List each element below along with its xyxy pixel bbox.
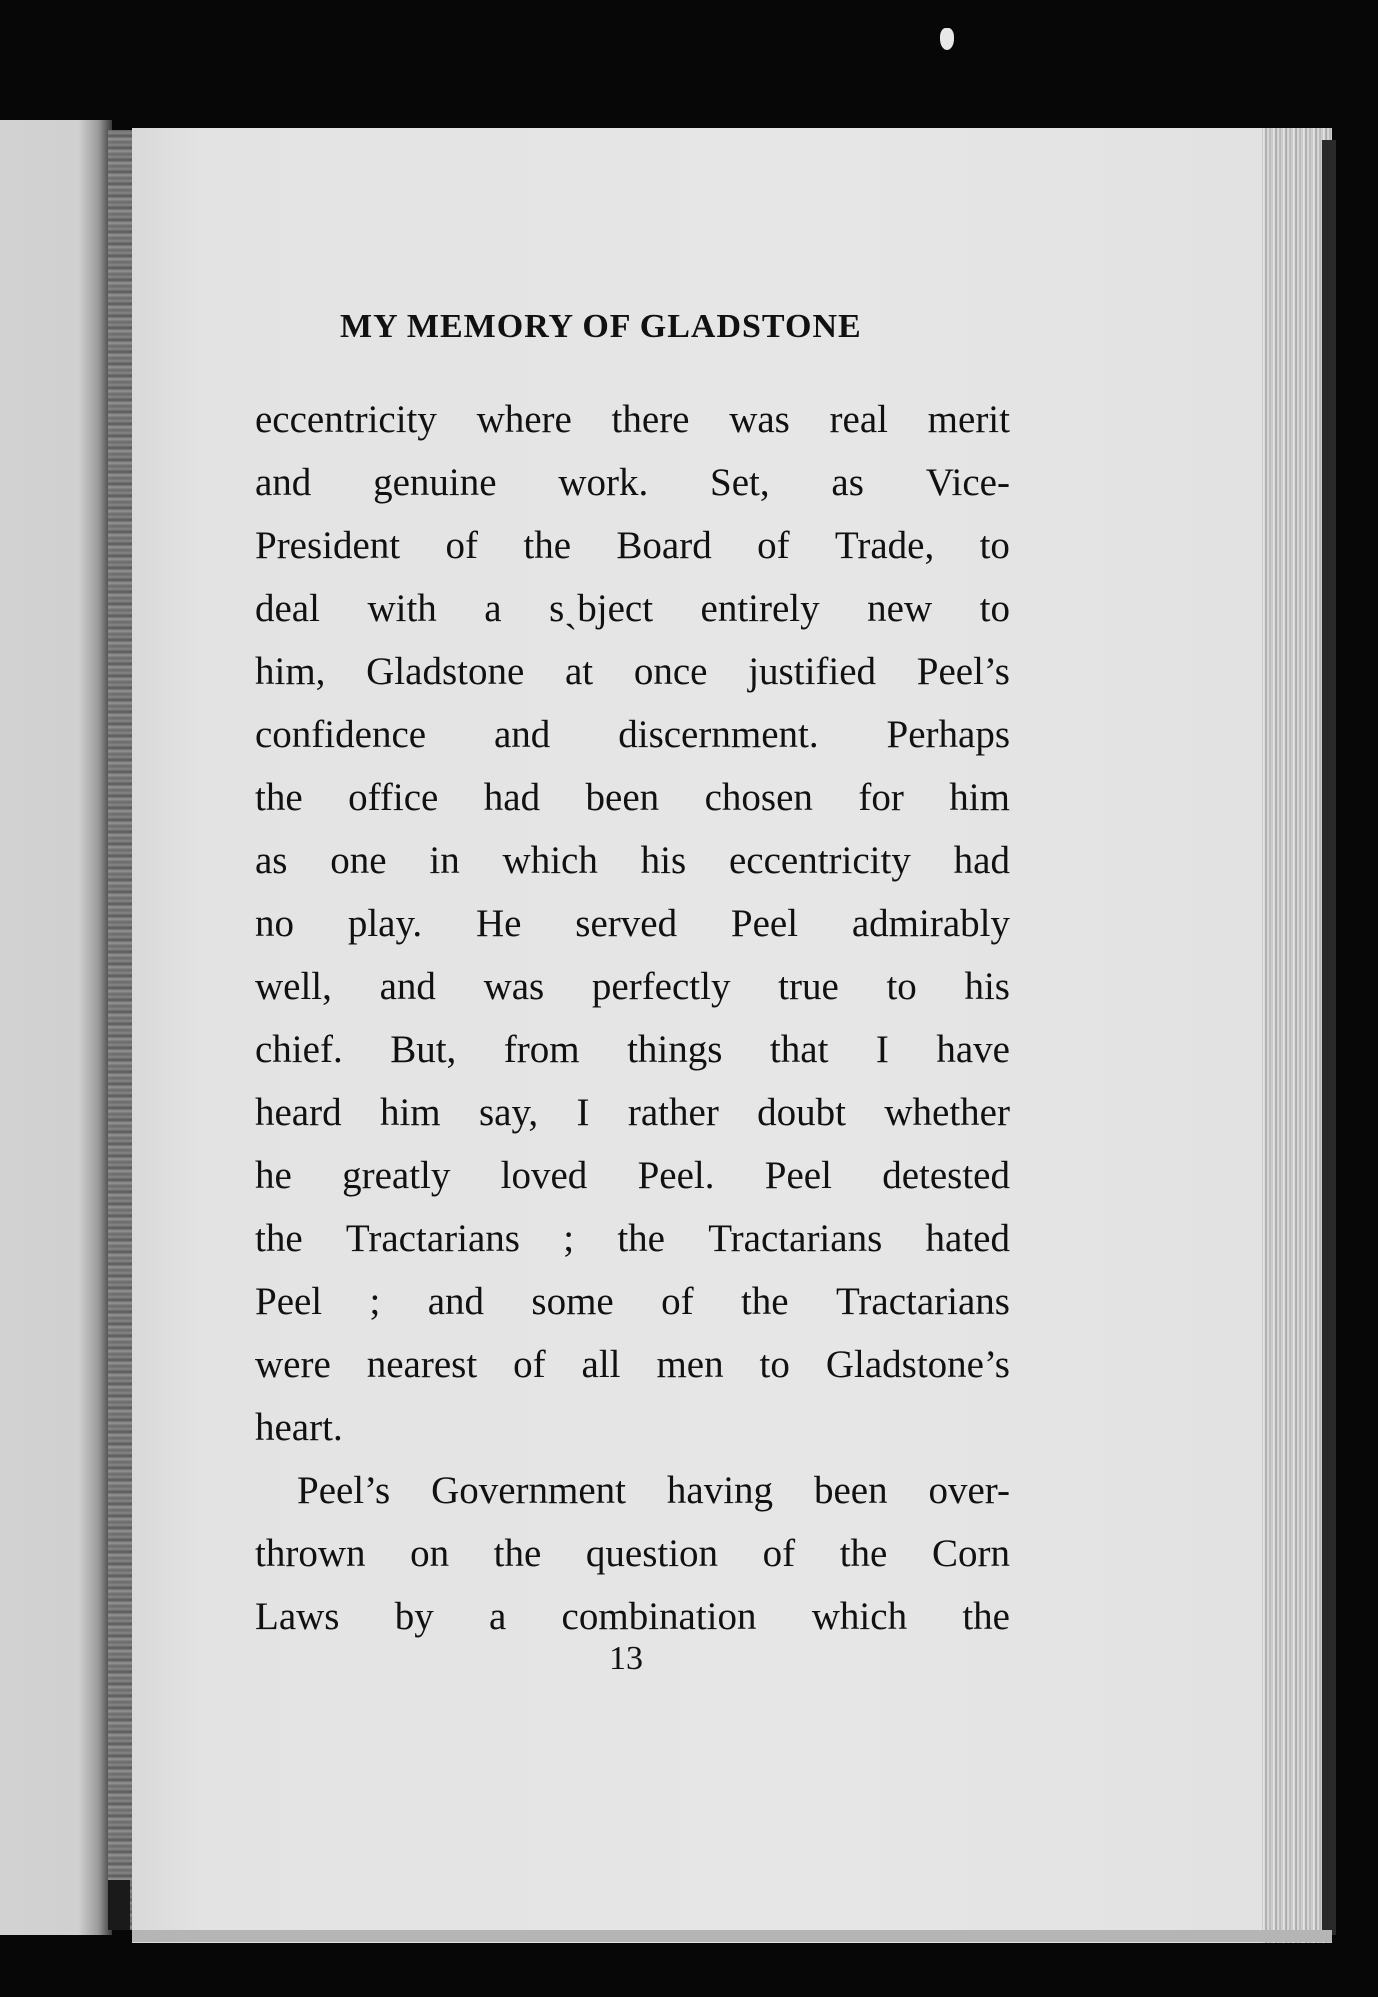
word: having bbox=[666, 1469, 774, 1512]
word: He bbox=[476, 902, 522, 945]
word: all bbox=[581, 1343, 621, 1386]
word: the bbox=[740, 1280, 789, 1323]
text-line bbox=[255, 829, 1010, 892]
word: Government bbox=[431, 1469, 627, 1512]
word: there bbox=[611, 398, 690, 441]
word: office bbox=[348, 776, 439, 819]
word: served bbox=[575, 902, 678, 945]
word: ; bbox=[563, 1217, 575, 1260]
running-head: MY MEMORY OF GLADSTONE bbox=[340, 308, 862, 345]
word: and bbox=[494, 713, 551, 756]
word: question bbox=[585, 1532, 719, 1575]
word: loved bbox=[500, 1154, 588, 1197]
word: of bbox=[513, 1343, 546, 1386]
word: by bbox=[394, 1595, 434, 1638]
text-line bbox=[255, 766, 1010, 829]
text-line bbox=[255, 388, 1010, 451]
word: with bbox=[367, 587, 437, 630]
word: his bbox=[640, 839, 687, 882]
word: once bbox=[633, 650, 708, 693]
word: entirely bbox=[700, 587, 820, 630]
word: been bbox=[813, 1469, 888, 1512]
word: was bbox=[729, 398, 790, 441]
word: heard bbox=[255, 1091, 342, 1134]
word: him bbox=[379, 1091, 441, 1134]
word: and bbox=[255, 461, 312, 504]
word: as bbox=[255, 839, 288, 882]
word: of bbox=[762, 1532, 796, 1575]
word: Trade, bbox=[834, 524, 935, 567]
word: whether bbox=[884, 1091, 1010, 1134]
word: Vice- bbox=[925, 461, 1010, 504]
word: sˎbject bbox=[549, 587, 654, 630]
word: discernment. bbox=[618, 713, 819, 756]
word: eccentricity bbox=[728, 839, 911, 882]
text-line bbox=[255, 514, 1010, 577]
word: Set, bbox=[710, 461, 770, 504]
word: the bbox=[962, 1595, 1010, 1638]
word: the bbox=[255, 1217, 303, 1260]
text-line bbox=[255, 1396, 1010, 1459]
text-line bbox=[255, 955, 1010, 1018]
word: him bbox=[949, 776, 1010, 819]
word: true bbox=[778, 965, 839, 1008]
word: had bbox=[953, 839, 1010, 882]
word: Peel. bbox=[637, 1154, 715, 1197]
word: the bbox=[839, 1532, 888, 1575]
word: the bbox=[493, 1532, 542, 1575]
word: for bbox=[858, 776, 904, 819]
word: say, bbox=[478, 1091, 539, 1134]
word: that bbox=[769, 1028, 829, 1071]
word: which bbox=[811, 1595, 908, 1638]
word: nearest bbox=[366, 1343, 478, 1386]
word: in bbox=[429, 839, 460, 882]
word: perfectly bbox=[591, 965, 731, 1008]
word: Board bbox=[616, 524, 712, 567]
word: play. bbox=[347, 902, 423, 945]
word: over- bbox=[928, 1469, 1010, 1512]
word: thrown bbox=[255, 1532, 366, 1575]
word: hated bbox=[925, 1217, 1010, 1260]
page-bottom-edge bbox=[132, 1930, 1332, 1942]
word: was bbox=[483, 965, 545, 1008]
word: Peel bbox=[730, 902, 799, 945]
page-number-wrap bbox=[0, 1640, 1378, 1678]
word: Gladstone bbox=[366, 650, 525, 693]
word: I bbox=[576, 1091, 590, 1134]
word: Peel bbox=[255, 1280, 323, 1323]
word: of bbox=[445, 524, 479, 567]
word: I bbox=[875, 1028, 889, 1071]
word: greatly bbox=[342, 1154, 451, 1197]
word: to bbox=[759, 1343, 790, 1386]
word: and bbox=[379, 965, 436, 1008]
word: things bbox=[627, 1028, 723, 1071]
word: as bbox=[831, 461, 864, 504]
word: a bbox=[484, 587, 502, 630]
word: genuine bbox=[373, 461, 497, 504]
word: Gladstone’s bbox=[825, 1343, 1010, 1386]
text-line bbox=[255, 1522, 1010, 1585]
word: which bbox=[502, 839, 598, 882]
word: Corn bbox=[931, 1532, 1010, 1575]
word: chief. bbox=[255, 1028, 343, 1071]
word: well, bbox=[255, 965, 332, 1008]
word: work. bbox=[558, 461, 649, 504]
word: some bbox=[531, 1280, 614, 1323]
text-line bbox=[255, 1207, 1010, 1270]
word: the bbox=[617, 1217, 665, 1260]
word: confidence bbox=[255, 713, 427, 756]
text-line bbox=[255, 1333, 1010, 1396]
body-text bbox=[255, 388, 1010, 1648]
word: Peel bbox=[764, 1154, 832, 1197]
text-line bbox=[255, 1018, 1010, 1081]
word: admirably bbox=[851, 902, 1010, 945]
scan-speck bbox=[940, 28, 954, 50]
word: ; bbox=[369, 1280, 381, 1323]
text-line bbox=[255, 1144, 1010, 1207]
word: Laws bbox=[255, 1595, 340, 1638]
word: one bbox=[330, 839, 387, 882]
word: heart. bbox=[255, 1406, 343, 1449]
word: new bbox=[867, 587, 933, 630]
word: eccentricity bbox=[255, 398, 437, 441]
text-line bbox=[255, 892, 1010, 955]
word: a bbox=[488, 1595, 507, 1638]
word: him, bbox=[255, 650, 326, 693]
word: Tractarians bbox=[708, 1217, 883, 1260]
word: merit bbox=[927, 398, 1010, 441]
word: no bbox=[255, 902, 294, 945]
word: have bbox=[936, 1028, 1010, 1071]
word: to bbox=[979, 587, 1010, 630]
text-line bbox=[255, 703, 1010, 766]
text-line bbox=[255, 1081, 1010, 1144]
word: Perhaps bbox=[886, 713, 1010, 756]
word: President bbox=[255, 524, 401, 567]
word: combination bbox=[561, 1595, 757, 1638]
word: and bbox=[427, 1280, 485, 1323]
word: detested bbox=[882, 1154, 1010, 1197]
word: Peel’s bbox=[297, 1469, 391, 1512]
word: rather bbox=[627, 1091, 719, 1134]
word: on bbox=[410, 1532, 450, 1575]
word: had bbox=[483, 776, 541, 819]
word: real bbox=[829, 398, 888, 441]
word: Tractarians bbox=[835, 1280, 1010, 1323]
gutter-shadow bbox=[108, 1880, 130, 1930]
word: of bbox=[757, 524, 790, 567]
word: But, bbox=[390, 1028, 457, 1071]
word: deal bbox=[255, 587, 320, 630]
text-line bbox=[255, 1585, 1010, 1648]
page-number: 13 bbox=[609, 1640, 643, 1677]
word: doubt bbox=[757, 1091, 846, 1134]
text-line bbox=[255, 577, 1010, 640]
word: were bbox=[255, 1343, 331, 1386]
word: chosen bbox=[704, 776, 813, 819]
word: Tractarians bbox=[345, 1217, 520, 1260]
word: at bbox=[565, 650, 594, 693]
word: to bbox=[886, 965, 917, 1008]
word: the bbox=[523, 524, 572, 567]
text-line bbox=[255, 1270, 1010, 1333]
word: to bbox=[979, 524, 1010, 567]
word: from bbox=[503, 1028, 580, 1071]
word: been bbox=[585, 776, 660, 819]
word: he bbox=[255, 1154, 292, 1197]
text-line bbox=[255, 640, 1010, 703]
word: men bbox=[656, 1343, 724, 1386]
word: of bbox=[661, 1280, 694, 1323]
word: where bbox=[476, 398, 572, 441]
word: his bbox=[964, 965, 1010, 1008]
word: Peel’s bbox=[916, 650, 1010, 693]
word: justified bbox=[748, 650, 877, 693]
text-line bbox=[255, 451, 1010, 514]
text-line bbox=[255, 1459, 1010, 1522]
word: the bbox=[255, 776, 303, 819]
